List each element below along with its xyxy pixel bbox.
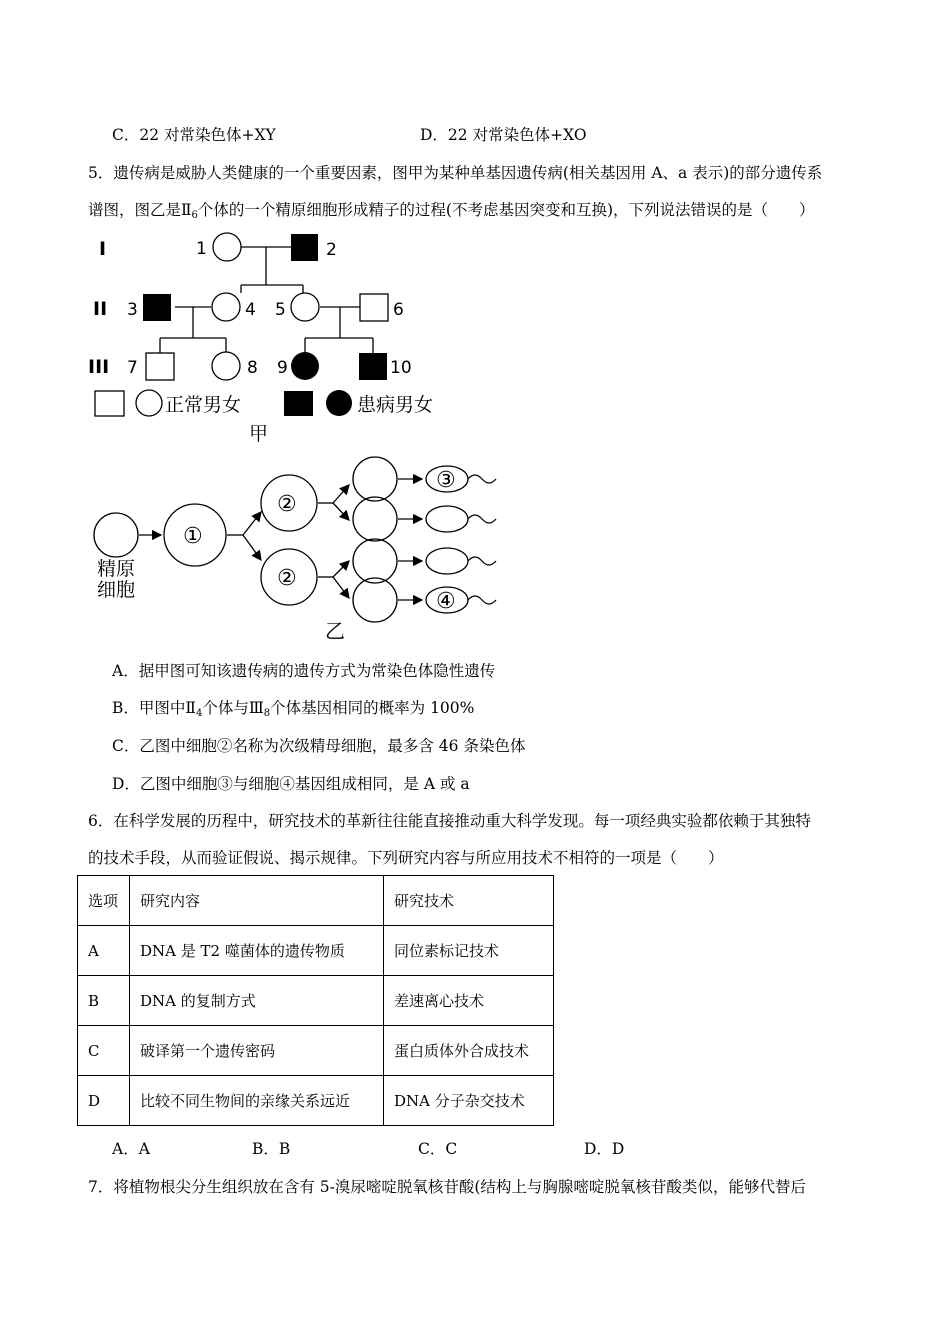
spermatogonium-label-1: 精原 xyxy=(97,558,136,580)
q5-stem-line1: 5．遗传病是威胁人类健康的一个重要因素，图甲为某种单基因遗传病(相关基因用 A、a 表示)的部分遗传系 xyxy=(88,164,823,182)
id-9: 9 xyxy=(277,358,288,378)
spermatid-1 xyxy=(353,457,397,501)
id-10: 10 xyxy=(390,358,412,378)
table-header-row xyxy=(78,876,554,926)
legend-normal-female xyxy=(136,390,162,416)
gen-label-1: I xyxy=(99,238,107,260)
figure-yi-caption: 乙 xyxy=(325,619,345,643)
q5-option-b: B．甲图中$Ⅱ_4$个体与$Ⅲ_8$个体基因相同的概率为 100% xyxy=(112,699,475,719)
row-d-technique: DNA 分子杂交技术 xyxy=(384,1076,554,1126)
legend-affected-male xyxy=(284,391,313,416)
cell-number-4: ④ xyxy=(436,589,456,614)
legend-normal-male xyxy=(95,391,124,416)
legend-affected-label: 患病男女 xyxy=(357,394,434,416)
q4-option-c: C．22 对常染色体+XY xyxy=(112,126,276,144)
q5-stem-line2: 谱图，图乙是$Ⅱ_6$个体的一个精原细胞形成精子的过程(不考虑基因突变和互换)，下列说法错误的是（ ） xyxy=(88,201,815,221)
id-8: 8 xyxy=(247,358,258,378)
row-d-content: 比较不同生物间的亲缘关系远近 xyxy=(130,1076,384,1126)
spermatid-2 xyxy=(353,497,397,541)
id-4: 4 xyxy=(245,300,256,320)
row-d-option: D xyxy=(78,1076,130,1126)
cell-number-2-upper: ② xyxy=(277,492,297,517)
pedigree-figure xyxy=(85,225,485,450)
q6-option-a: A．A xyxy=(112,1140,150,1158)
individual-II6-normal-male xyxy=(360,294,388,321)
spermatid-3 xyxy=(353,539,397,583)
q6-stem-line2: 的技术手段，从而验证假说、揭示规律。下列研究内容与所应用技术不相符的一项是（ ） xyxy=(88,849,724,867)
cell-number-2-lower: ② xyxy=(277,566,297,591)
table-row xyxy=(78,926,554,976)
cell-number-3: ③ xyxy=(436,468,456,493)
figure-jia-caption: 甲 xyxy=(249,423,269,445)
q7-stem-line1: 7．将植物根尖分生组织放在含有 5-溴尿嘧啶脱氧核苷酸(结构上与胸腺嘧啶脱氧核苷酸类似，能够代替后 xyxy=(88,1178,806,1196)
row-a-option: A xyxy=(78,926,130,976)
individual-II4-normal-female xyxy=(212,293,240,321)
row-b-content: DNA 的复制方式 xyxy=(130,976,384,1026)
table-row xyxy=(78,1026,554,1076)
individual-III10-affected-male xyxy=(359,353,387,380)
q6-option-c: C．C xyxy=(418,1140,458,1158)
row-a-content: DNA 是 T2 噬菌体的遗传物质 xyxy=(130,926,384,976)
legend-affected-female xyxy=(326,390,352,416)
spermatogonium-label-2: 细胞 xyxy=(97,579,136,601)
q5-option-c: C．乙图中细胞②名称为次级精母细胞，最多含 46 条染色体 xyxy=(112,737,526,755)
gen-label-3: III xyxy=(88,356,110,378)
spermatogenesis-figure xyxy=(85,455,505,645)
q5-option-a: A．据甲图可知该遗传病的遗传方式为常染色体隐性遗传 xyxy=(112,662,496,680)
id-6: 6 xyxy=(393,300,404,320)
header-technique: 研究技术 xyxy=(384,876,554,926)
header-option: 选项 xyxy=(78,876,130,926)
id-5: 5 xyxy=(275,300,286,320)
gen-label-2: II xyxy=(93,298,108,320)
q6-stem-line1: 6．在科学发展的历程中，研究技术的革新往往能直接推动重大科学发现。每一项经典实验都依赖于其独特 xyxy=(88,812,811,830)
row-c-technique: 蛋白质体外合成技术 xyxy=(384,1026,554,1076)
sperm-a xyxy=(426,506,468,532)
id-1: 1 xyxy=(196,239,207,259)
id-7: 7 xyxy=(127,358,138,378)
row-b-technique: 差速离心技术 xyxy=(384,976,554,1026)
spermatid-4 xyxy=(353,578,397,622)
individual-I2-affected-male xyxy=(291,234,318,261)
individual-II5-normal-female xyxy=(291,293,319,321)
legend-normal-label: 正常男女 xyxy=(165,394,242,416)
row-c-option: C xyxy=(78,1026,130,1076)
row-b-option: B xyxy=(78,976,130,1026)
individual-III8-normal-female xyxy=(212,352,240,380)
row-c-content: 破译第一个遗传密码 xyxy=(130,1026,384,1076)
id-2: 2 xyxy=(326,240,337,260)
spermatogonium-cell xyxy=(94,513,138,557)
individual-II3-affected-male xyxy=(143,294,171,321)
sperm-b xyxy=(426,548,468,574)
id-3: 3 xyxy=(127,300,138,320)
row-a-technique: 同位素标记技术 xyxy=(384,926,554,976)
table-row xyxy=(78,1076,554,1126)
q5-option-d: D．乙图中细胞③与细胞④基因组成相同，是 A 或 a xyxy=(112,775,470,793)
individual-I1-normal-female xyxy=(213,233,241,261)
q6-option-b: B．B xyxy=(252,1140,291,1158)
individual-III9-affected-female xyxy=(291,352,319,380)
cell-number-1: ① xyxy=(183,524,203,549)
header-content: 研究内容 xyxy=(130,876,384,926)
q4-option-d: D．22 对常染色体+XO xyxy=(420,126,587,144)
table-row xyxy=(78,976,554,1026)
individual-III7-normal-male xyxy=(146,353,174,380)
q6-table xyxy=(77,875,554,1126)
q6-option-d: D．D xyxy=(584,1140,625,1158)
